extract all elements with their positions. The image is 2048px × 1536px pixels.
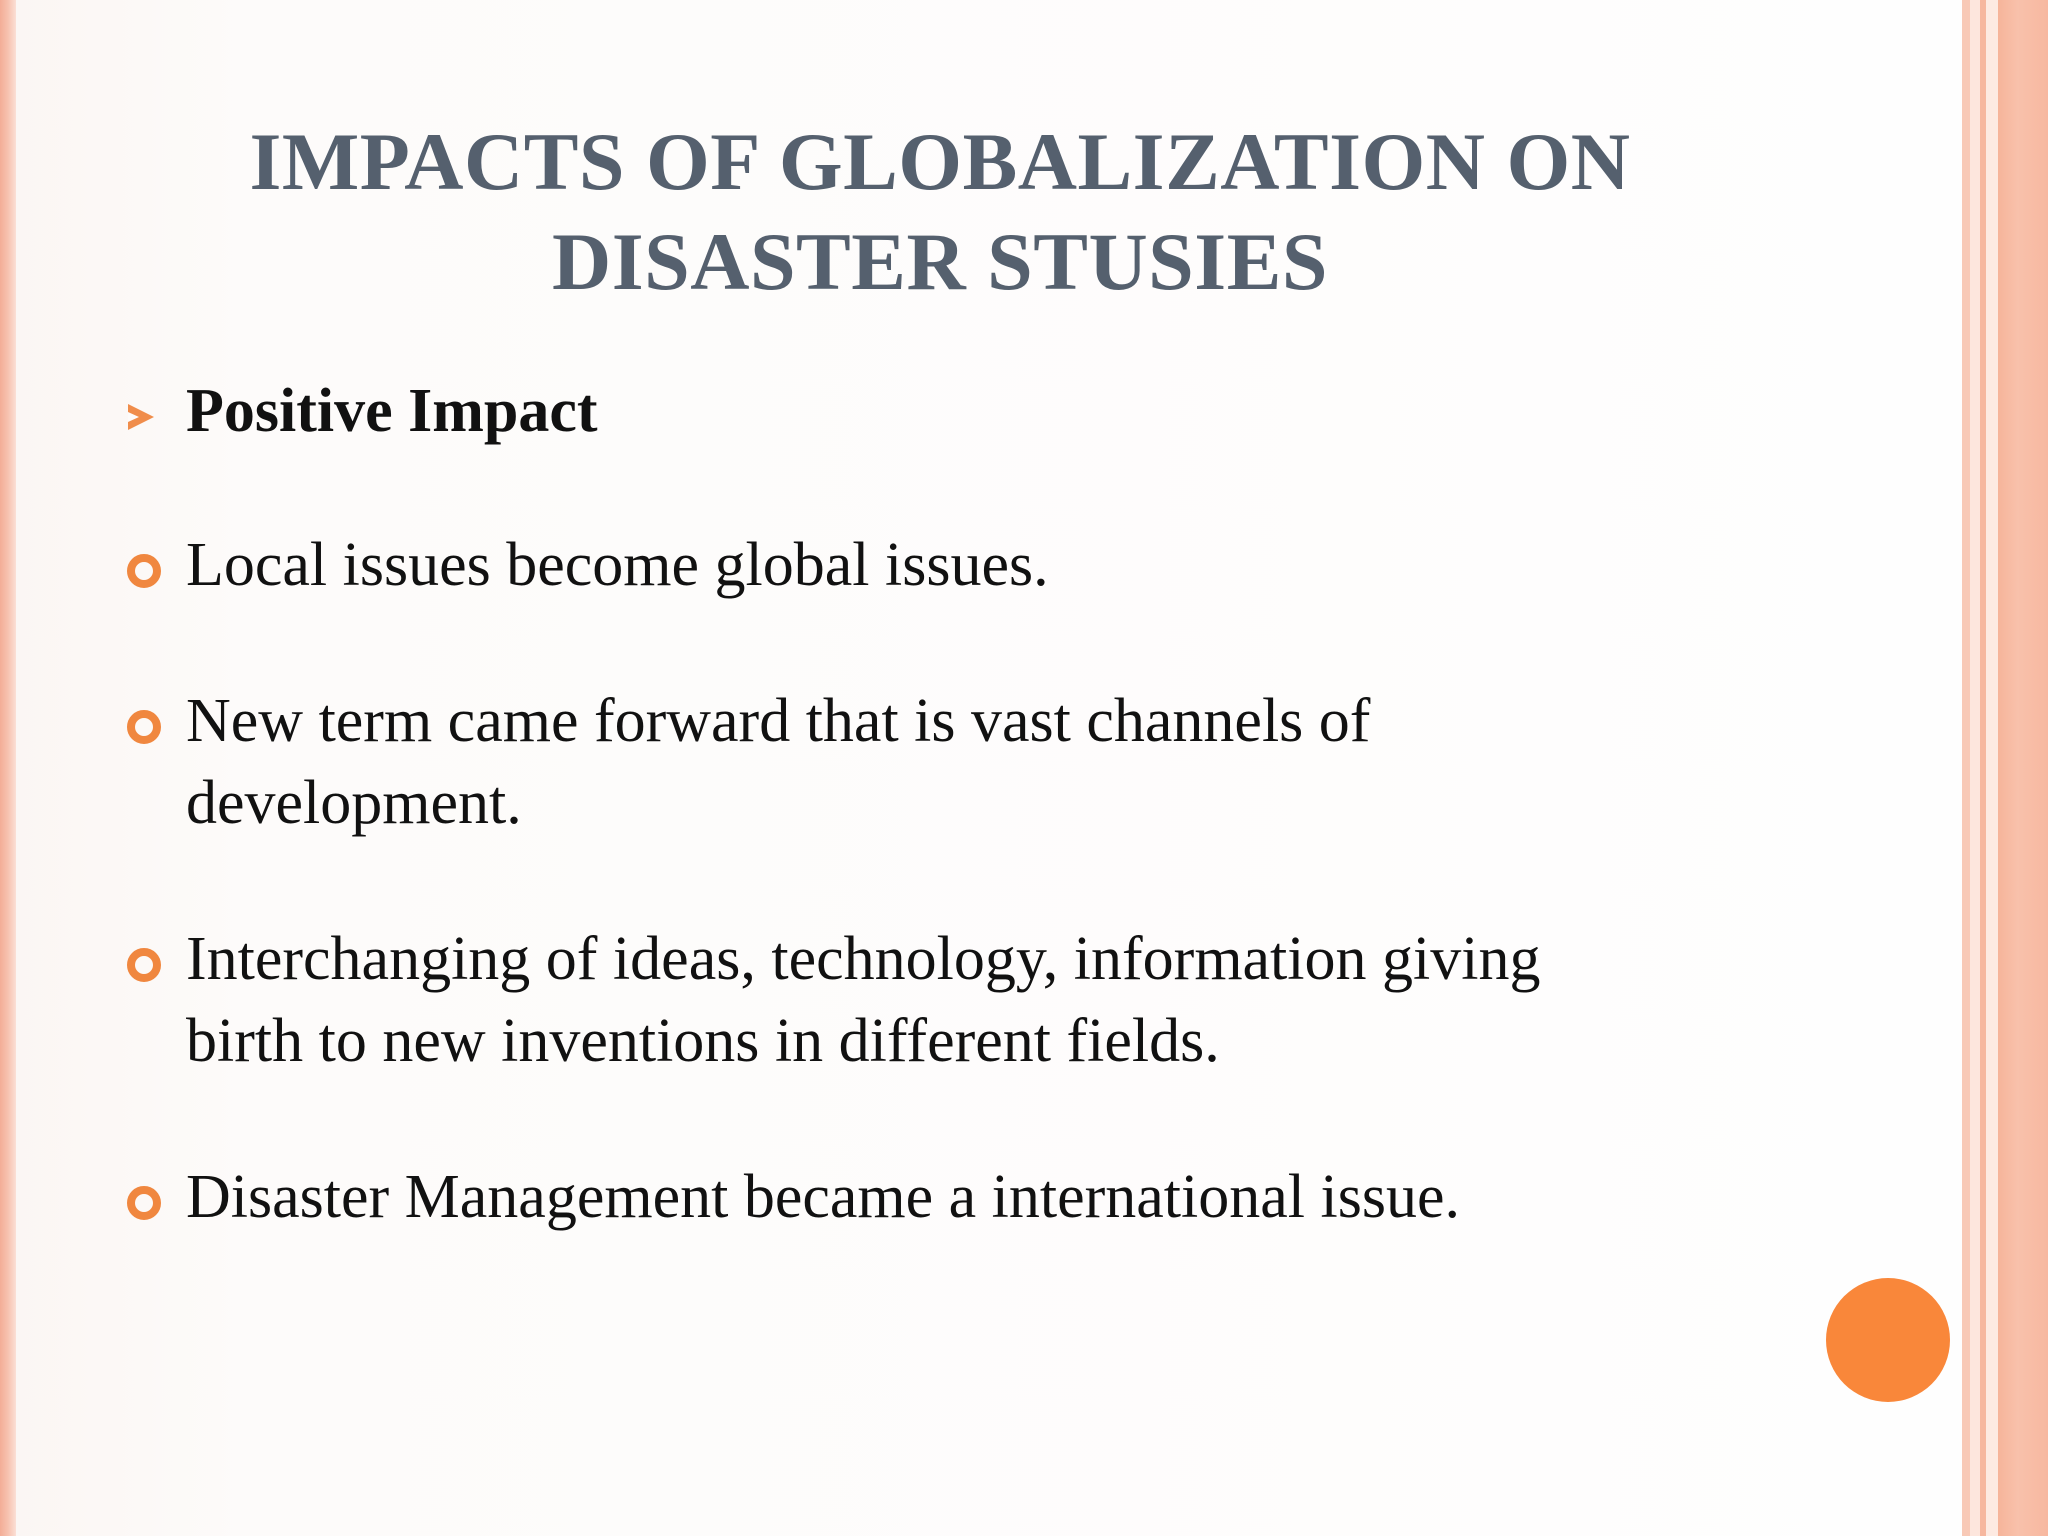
right-border-stripe	[1962, 0, 1970, 1536]
list-item-text: Local issues become global issues.	[186, 531, 1049, 599]
ring-bullet-icon	[127, 948, 161, 982]
list-item	[124, 1156, 1744, 1238]
ring-bullet-icon	[127, 710, 161, 744]
orange-circle-decoration	[1826, 1278, 1950, 1402]
list-item-text: birth to new inventions in different fields.	[186, 1007, 1220, 1075]
right-border-stripe	[1998, 0, 2048, 1536]
slide-title	[120, 112, 1760, 312]
section-heading	[124, 370, 1744, 452]
list-item-text: Disaster Management became a international issue.	[186, 1163, 1460, 1231]
list-item-text: development.	[186, 769, 522, 837]
list-item	[124, 918, 1744, 1082]
list-item-text: New term came forward that is vast channels of	[186, 687, 1371, 755]
slide-title-line: DISASTER STUSIES	[552, 216, 1328, 307]
bullet-list	[124, 370, 1744, 1312]
list-item	[124, 680, 1744, 844]
ring-bullet-icon	[127, 1186, 161, 1220]
list-item-text: Interchanging of ideas, technology, information giving	[186, 925, 1541, 993]
right-border-stripe	[1970, 0, 1980, 1536]
left-border-decoration	[0, 0, 16, 1536]
right-border-stripe	[1986, 0, 1998, 1536]
ring-bullet-icon	[127, 554, 161, 588]
arrowhead-bullet-icon	[128, 404, 154, 430]
slide-title-line: IMPACTS OF GLOBALIZATION ON	[249, 116, 1631, 207]
list-item	[124, 524, 1744, 606]
section-heading-text: Positive Impact	[186, 377, 598, 445]
